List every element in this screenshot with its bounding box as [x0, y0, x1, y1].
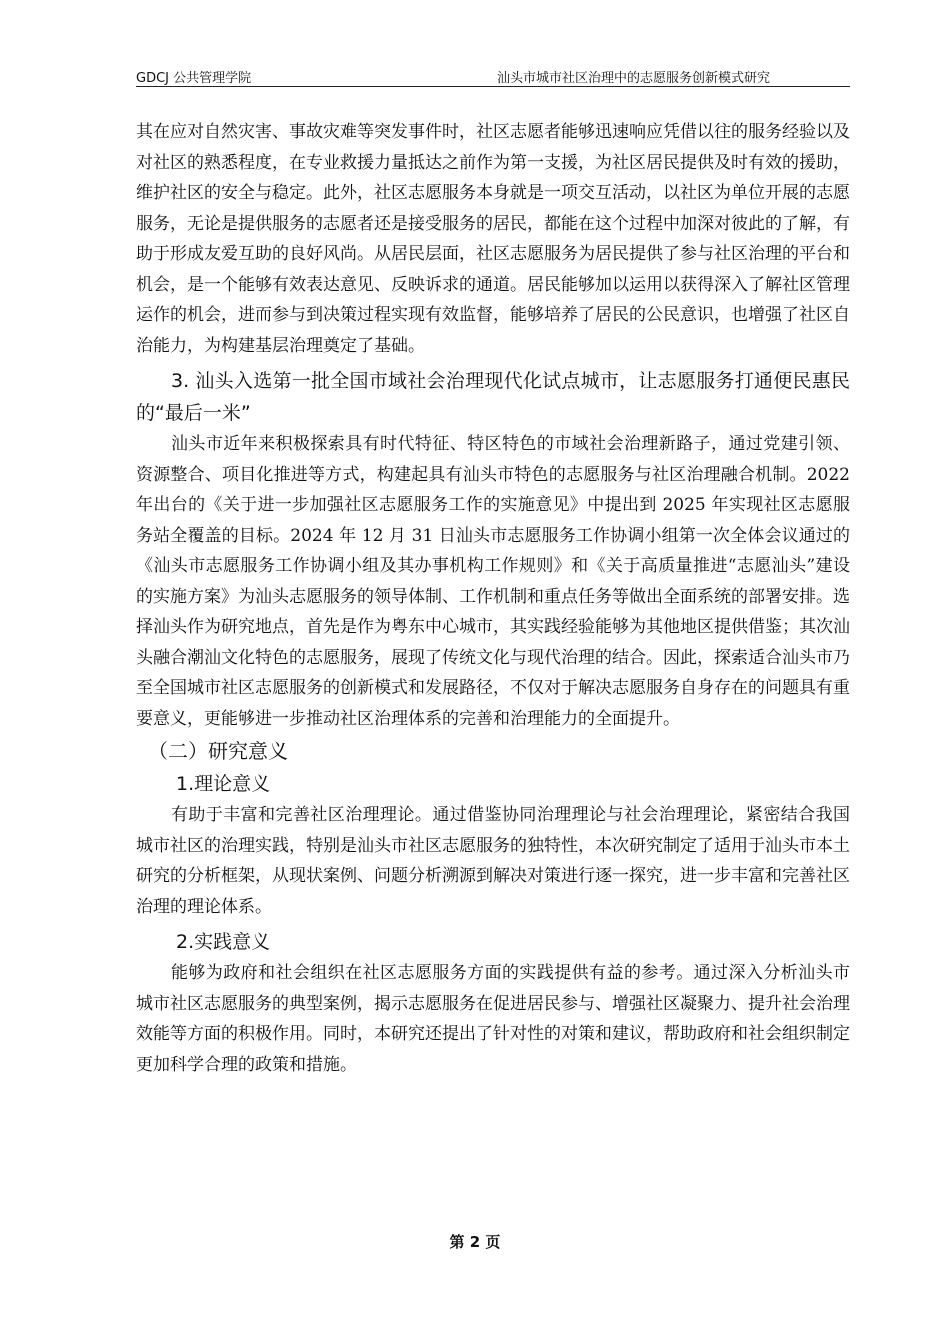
header-thesis-title: 汕头市城市社区治理中的志愿服务创新模式研究	[496, 71, 770, 86]
page-header	[136, 64, 850, 87]
page-content	[136, 117, 850, 1080]
paragraph-practical: 能够为政府和社会组织在社区志愿服务方面的实践提供有益的参考。通过深入分析汕头市城市社区志愿服务的典型案例，揭示志愿服务在促进居民参与、增强社区凝聚力、提升社会治理效能等方面的积极作用。同时，本研究还提出了针对性的对策和建议，帮助政府和社会组织制定更加科学合理的政策和措施。	[136, 963, 850, 1075]
paragraph-shantou-practice: 汕头市近年来积极探索具有时代特征、特区特色的市域社会治理新路子，通过党建引领、资源整合、项目化推进等方式，构建起具有汕头市特色的志愿服务与社区治理融合机制。2022 年出台的《关于进一步加强社区志愿服务工作的实施意见》中提出到 2025 年实现社区志愿服务站全覆盖的目标。2024 年 12 月 31 日汕头市志愿服务工作协调小组第一次全体会议通过的《汕头市志愿服务工作协调小组及其办事机构工作规则》和《关于高质量推进“志愿汕头”建设的实施方案》为汕头志愿服务的领导体制、工作机制和重点任务等做出全面系统的部署安排。选择汕头作为研究地点，首先是作为粤东中心城市，其实践经验能够为其他地区提供借鉴；其次汕头融合潮汕文化特色的志愿服务，展现了传统文化与现代治理的结合。因此，探索适合汕头市乃至全国城市社区志愿服务的创新模式和发展路径，不仅对于解决志愿服务自身存在的问题具有重要意义，更能够进一步推动社区治理体系的完善和治理能力的全面提升。	[136, 434, 850, 729]
heading-practical-significance: 2.实践意义	[176, 931, 271, 953]
section-heading-research-significance: （二）研究意义	[148, 739, 288, 763]
paragraph-theoretical: 有助于丰富和完善社区治理理论。通过借鉴协同治理理论与社会治理理论，紧密结合我国城市社区的治理实践，特别是汕头市社区志愿服务的独特性，本次研究制定了适用于汕头市本土研究的分析框架，从现状案例、问题分析溯源到解决对策进行逐一探究，进一步丰富和完善社区治理的理论体系。	[136, 805, 850, 917]
subsection-heading-3: 3. 汕头入选第一批全国市域社会治理现代化试点城市，让志愿服务打通便民惠民的“最后一米”	[136, 370, 850, 424]
paragraph-continuation: 其在应对自然灾害、事故灾难等突发事件时，社区志愿者能够迅速响应凭借以往的服务经验以及对社区的熟悉程度，在专业救援力量抵达之前作为第一支援，为社区居民提供及时有效的援助，维护社区的安全与稳定。此外，社区志愿服务本身就是一项交互活动，以社区为单位开展的志愿服务，无论是提供服务的志愿者还是接受服务的居民，都能在这个过程中加深对彼此的了解，有助于形成友爱互助的良好风尚。从居民层面，社区志愿服务为居民提供了参与社区治理的平台和机会，是一个能够有效表达意见、反映诉求的通道。居民能够加以运用以获得深入了解社区管理运作的机会，进而参与到决策过程实现有效监督，能够培养了居民的公民意识，也增强了社区自治能力，为构建基层治理奠定了基础。	[136, 122, 850, 356]
page-number: 第 2 页	[449, 1233, 501, 1251]
header-institution: GDCJ 公共管理学院	[136, 71, 252, 86]
heading-theoretical-significance: 1.理论意义	[176, 773, 271, 795]
